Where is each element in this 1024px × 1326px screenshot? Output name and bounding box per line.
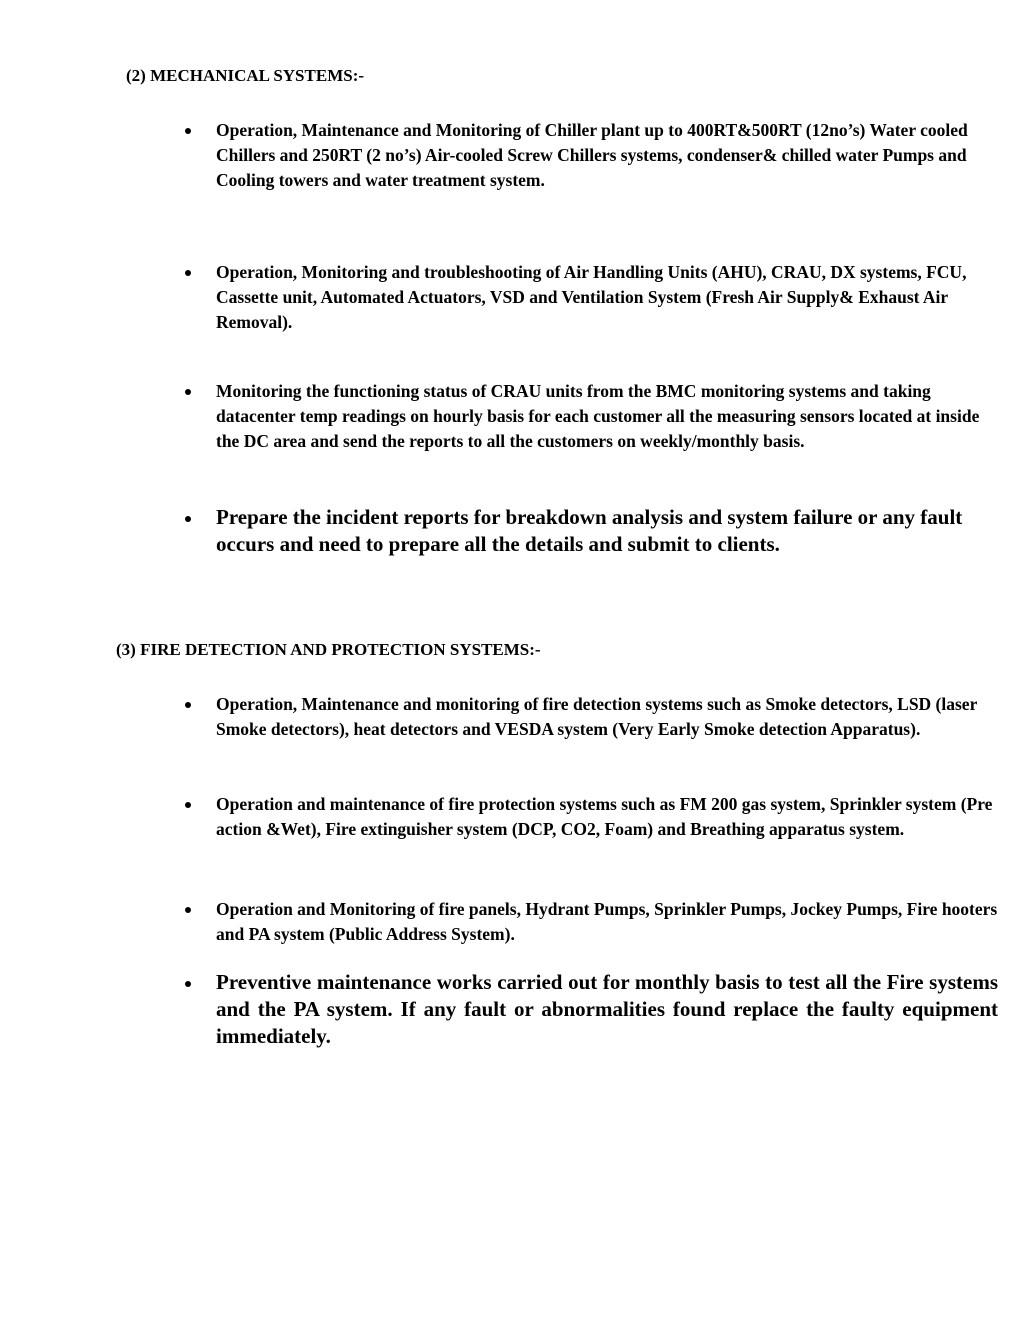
section-heading-fire-detection: (3) FIRE DETECTION AND PROTECTION SYSTEMS:- — [116, 640, 541, 659]
list-item: Operation, Maintenance and Monitoring of Chiller plant up to 400RT&500RT (12no’s) Water cooled Chillers and 250RT (2 no’s) Air-cooled Screw Chillers systems, condenser& chilled water Pumps and Cooling towers and water treatment system. — [216, 120, 968, 190]
list-item: Operation, Monitoring and troubleshooting of Air Handling Units (AHU), CRAU, DX systems, FCU, Cassette unit, Automated Actuators, VSD and Ventilation System (Fresh Air Supply& Exhaust Air Removal). — [216, 262, 967, 332]
list-item: Operation and Monitoring of fire panels, Hydrant Pumps, Sprinkler Pumps, Jockey Pumps, Fire hooters and PA system (Public Address System). — [216, 899, 998, 944]
bullet-icon — [184, 980, 194, 990]
section-heading-mechanical: (2) MECHANICAL SYSTEMS:- — [126, 66, 365, 85]
bullet-icon — [184, 906, 194, 916]
bullet-icon — [184, 269, 194, 279]
bullet-icon — [184, 515, 194, 525]
list-item: Prepare the incident reports for breakdown analysis and system failure or any fault occurs and need to prepare all the details and submit to clients. — [216, 505, 963, 556]
list-item: Operation and maintenance of fire protection systems such as FM 200 gas system, Sprinkler system (Pre action &Wet), Fire extinguisher system (DCP, CO2, Foam) and Breathing apparatus system. — [216, 794, 993, 839]
bullet-icon — [184, 388, 194, 398]
bullet-icon — [184, 127, 194, 137]
bullet-icon — [184, 801, 194, 811]
bullet-icon — [184, 701, 194, 711]
list-item: Preventive maintenance works carried out for monthly basis to test all the Fire systems and the PA system. If any fault or abnormalities found replace the faulty equipment immediately. — [216, 970, 998, 1048]
list-item: Operation, Maintenance and monitoring of fire detection systems such as Smoke detectors, LSD (laser Smoke detectors), heat detectors and VESDA system (Very Early Smoke detection Apparatus). — [216, 694, 978, 739]
list-item: Monitoring the functioning status of CRAU units from the BMC monitoring systems and taking datacenter temp readings on hourly basis for each customer all the measuring sensors located at inside the DC area and send the reports to all the customers on weekly/monthly basis. — [216, 381, 980, 451]
